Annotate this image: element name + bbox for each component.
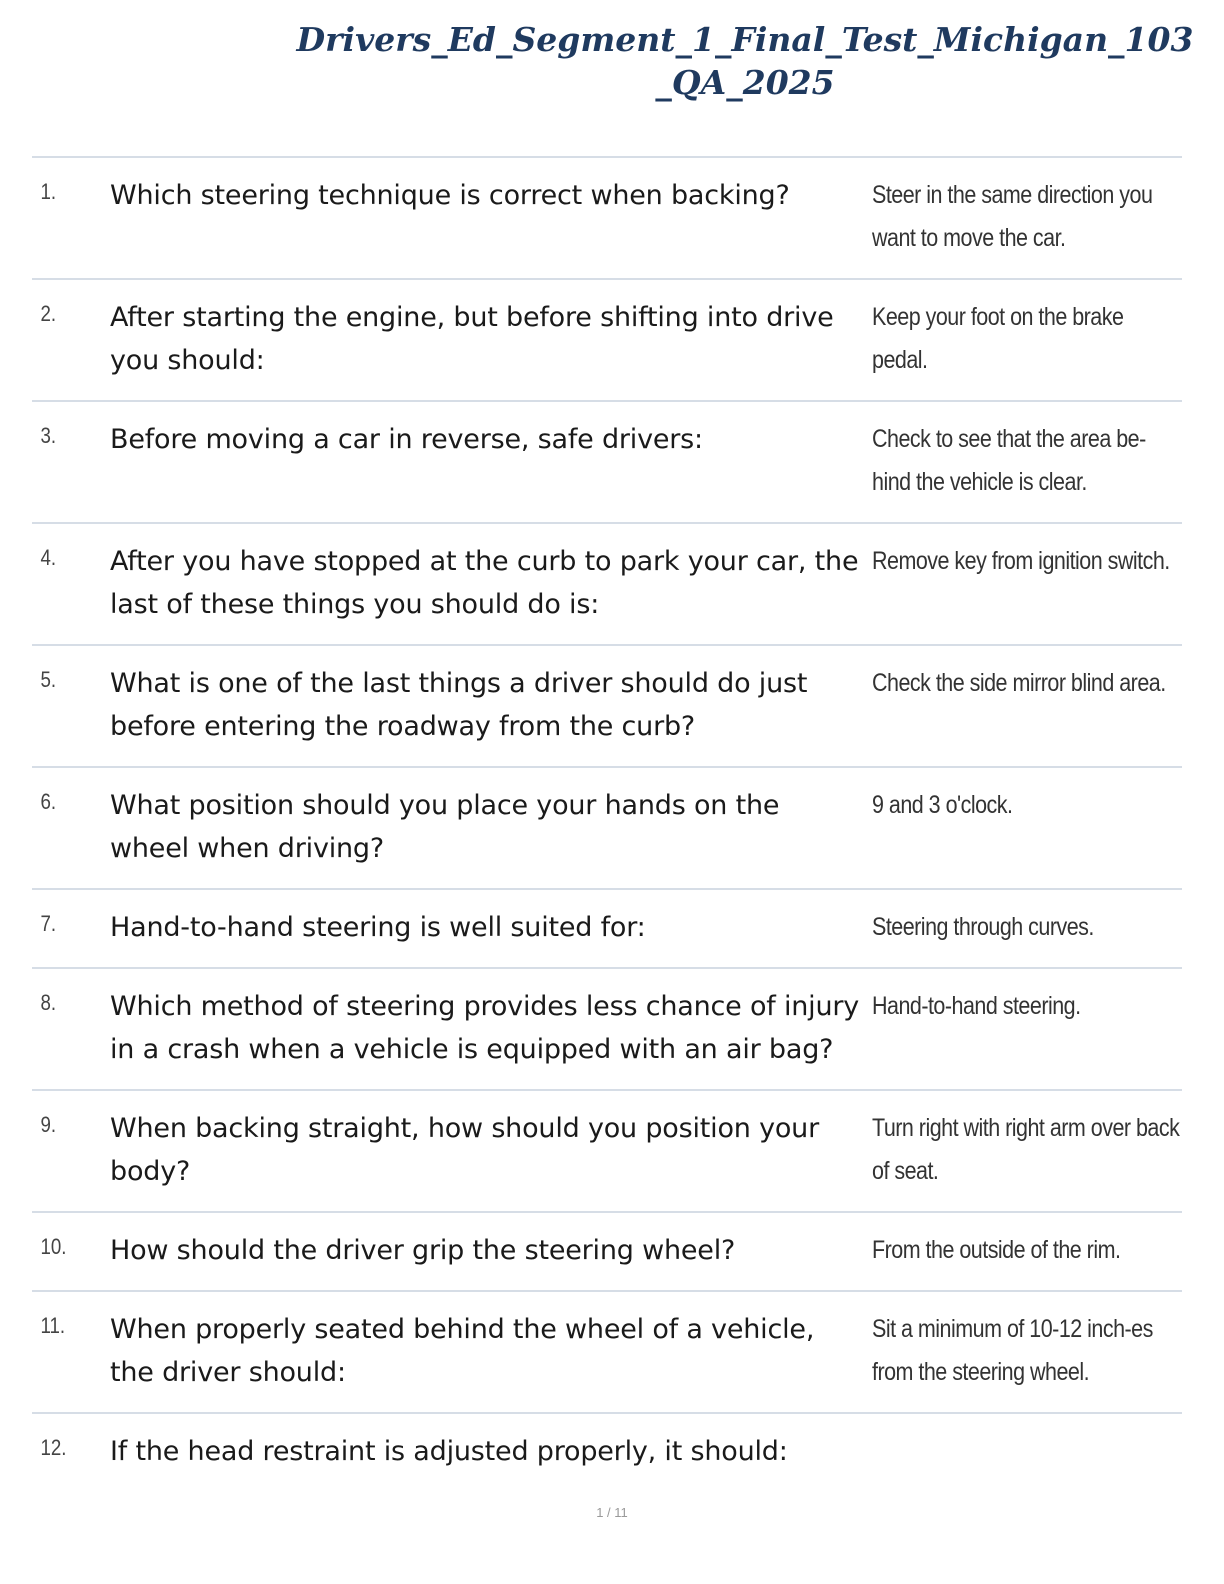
question-text: If the head restraint is adjusted properly, it should: <box>110 1436 788 1467</box>
question-text: Which method of steering provides less chance of injury in a crash when a vehicle is equipped with an air bag? <box>110 991 860 1065</box>
answer-text-content: Remove key from ignition switch. <box>872 547 1170 575</box>
question-text: Hand-to-hand steering is well suited for: <box>110 912 646 943</box>
question-number: 6. <box>40 789 57 814</box>
qa-row <box>32 1091 1182 1213</box>
question-number: 10. <box>40 1234 67 1259</box>
answer-text-content: Turn right with right arm over back of seat. <box>872 1114 1180 1185</box>
question-text: How should the driver grip the steering wheel? <box>110 1235 736 1266</box>
question-text: What position should you place your hands on the wheel when driving? <box>110 790 780 864</box>
answer-text <box>872 540 1170 583</box>
answer-text-content: Hand-to-hand steering. <box>872 992 1081 1020</box>
qa-row <box>32 524 1182 646</box>
question-number: 1. <box>40 179 57 204</box>
page-indicator: 1 / 11 <box>596 1505 628 1520</box>
qa-list <box>32 156 1182 1491</box>
document-title: Drivers_Ed_Segment_1_Final_Test_Michigan_103_QA_2025 <box>296 20 1194 102</box>
question-text: After starting the engine, but before shifting into drive you should: <box>110 302 834 376</box>
qa-row <box>32 1292 1182 1414</box>
answer-text <box>872 296 1139 382</box>
question-number: 2. <box>40 301 57 326</box>
question-number: 8. <box>40 990 57 1015</box>
answer-text-content: Check to see that the area be-hind the vehicle is clear. <box>872 425 1146 496</box>
answer-text-content: From the outside of the rim. <box>872 1236 1121 1264</box>
question-number: 3. <box>40 423 57 448</box>
qa-row <box>32 969 1182 1091</box>
qa-row <box>32 158 1182 280</box>
question-number: 7. <box>40 911 57 936</box>
qa-row <box>32 890 1182 969</box>
answer-text-content: 9 and 3 o'clock. <box>872 791 1013 819</box>
answer-text <box>872 174 1153 260</box>
qa-row <box>32 1414 1182 1491</box>
qa-row <box>32 768 1182 890</box>
question-text: When backing straight, how should you position your body? <box>110 1113 819 1187</box>
qa-row <box>32 1213 1182 1292</box>
question-number: 11. <box>40 1313 66 1338</box>
question-text: When properly seated behind the wheel of a vehicle, the driver should: <box>110 1314 815 1388</box>
answer-text <box>872 1229 1139 1272</box>
question-text: Which steering technique is correct when backing? <box>110 180 790 211</box>
answer-text <box>872 418 1146 504</box>
question-text: What is one of the last things a driver should do just before entering the roadway from the curb? <box>110 668 808 742</box>
qa-row <box>32 646 1182 768</box>
answer-text <box>872 1308 1153 1394</box>
question-text: After you have stopped at the curb to park your car, the last of these things you should do is: <box>110 546 859 620</box>
answer-text <box>872 985 1139 1028</box>
answer-text <box>872 662 1166 705</box>
question-number: 12. <box>40 1435 67 1460</box>
qa-row <box>32 280 1182 402</box>
answer-text <box>872 906 1139 949</box>
question-text: Before moving a car in reverse, safe drivers: <box>110 424 703 455</box>
answer-text-content: Sit a minimum of 10-12 inch-es from the steering wheel. <box>872 1315 1153 1386</box>
question-number: 9. <box>40 1112 57 1137</box>
question-number: 4. <box>40 545 57 570</box>
answer-text-content: Steer in the same direction you want to move the car. <box>872 181 1153 252</box>
qa-row <box>32 402 1182 524</box>
question-number: 5. <box>40 667 57 692</box>
answer-text <box>872 784 1139 827</box>
answer-text-content: Keep your foot on the brake pedal. <box>872 303 1124 374</box>
answer-text <box>872 1107 1180 1193</box>
answer-text-content: Check the side mirror blind area. <box>872 669 1166 697</box>
answer-text-content: Steering through curves. <box>872 913 1094 941</box>
